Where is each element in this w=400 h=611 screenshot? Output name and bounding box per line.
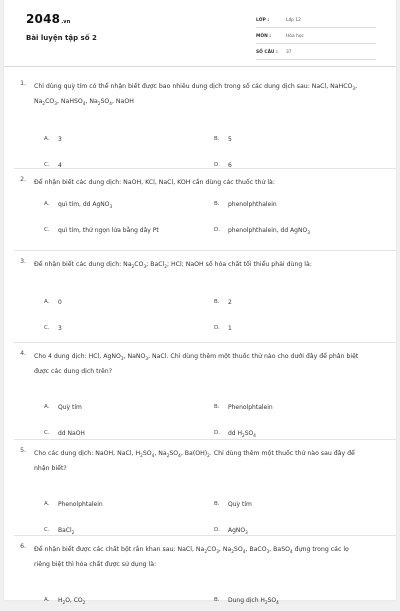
option-letter: B.	[214, 136, 220, 143]
answer-option[interactable]	[44, 136, 62, 143]
option-text: Phenolphtalein	[58, 501, 103, 509]
option-text: 3	[58, 136, 62, 144]
option-text: dd NaOH	[58, 430, 85, 438]
answer-option[interactable]	[44, 597, 85, 605]
answer-option[interactable]	[214, 597, 279, 605]
question-item	[4, 80, 396, 170]
option-letter: C.	[44, 430, 50, 437]
question-number: 3.	[20, 258, 26, 265]
option-letter: D.	[214, 162, 220, 169]
option-letter: D.	[214, 227, 220, 233]
page-title: Bài luyện tập số 2	[26, 34, 97, 42]
option-letter: B.	[214, 501, 220, 508]
answer-option[interactable]	[214, 404, 273, 411]
answer-options	[4, 189, 396, 236]
option-letter: C.	[44, 162, 50, 169]
answer-options	[4, 489, 396, 536]
option-text: $H_2O$, $CO_2$	[58, 597, 86, 606]
meta-label: MÔN :	[256, 34, 272, 39]
option-text: 0	[58, 299, 62, 307]
question-stem	[4, 176, 396, 189]
option-text: phenolphthalein	[228, 201, 277, 208]
question-number: 6.	[20, 543, 26, 550]
option-text: BaCl$_2$	[58, 527, 75, 536]
meta-row-class	[256, 14, 376, 28]
option-text: 5	[228, 136, 232, 144]
question-divider	[14, 250, 396, 251]
question-item	[4, 447, 396, 536]
option-letter: A.	[44, 136, 50, 143]
option-letter: A.	[44, 501, 50, 508]
answer-options	[4, 585, 396, 611]
meta-row-subject	[256, 30, 376, 44]
question-item	[4, 176, 396, 236]
option-text: 1	[228, 325, 232, 333]
meta-value: 37	[286, 50, 292, 55]
option-letter: B.	[214, 299, 220, 306]
page-header	[4, 0, 396, 66]
option-text: Dung dịch $H_2SO_4$	[228, 597, 279, 606]
question-item	[4, 258, 396, 333]
answer-option[interactable]	[214, 136, 232, 143]
answer-option[interactable]	[44, 299, 62, 306]
option-text: AgNO$_3$	[228, 527, 248, 536]
answer-option[interactable]	[44, 404, 82, 411]
answer-option[interactable]	[214, 299, 232, 306]
answer-option[interactable]	[44, 430, 85, 437]
option-letter: C.	[44, 527, 50, 534]
question-number: 2.	[20, 176, 26, 183]
question-item	[4, 350, 396, 439]
option-letter: D.	[214, 430, 220, 437]
option-text: phenolphthalein, dd AgNO$_3$	[228, 227, 310, 236]
option-letter: A.	[44, 201, 50, 207]
option-text: Quỳ tím	[228, 501, 252, 509]
option-text: 2	[228, 299, 232, 307]
answer-option[interactable]	[214, 227, 310, 235]
answer-option[interactable]	[214, 430, 256, 438]
exam-page	[4, 0, 396, 606]
header-divider	[4, 66, 396, 67]
answer-option[interactable]	[214, 325, 232, 332]
answer-options	[4, 287, 396, 333]
question-stem	[4, 543, 396, 571]
option-text: quì tím, thử ngọn lửa bằng dây Pt	[58, 227, 159, 234]
question-text: Để nhận biết các dung dịch: NaOH, KCl, NaCl, KOH cần dùng các thuốc thử là:	[34, 179, 275, 186]
option-letter: A.	[44, 299, 50, 306]
answer-option[interactable]	[214, 501, 252, 508]
option-text: quì tím, dd AgNO$_3$	[58, 201, 113, 210]
option-text: 3	[58, 325, 62, 333]
answer-options	[4, 392, 396, 439]
site-logo[interactable]: 2048.vn	[26, 12, 71, 26]
option-letter: A.	[44, 597, 50, 604]
meta-label: LỚP :	[256, 18, 270, 23]
question-number: 4.	[20, 350, 26, 357]
option-text: Phenolphtalein	[228, 404, 273, 412]
question-text: Cho 4 dung dịch: HCl, AgNO$_3$, NaNO$_3$, NaCl. Chỉ dùng thêm một thuốc thử nào cho dưới đây để phân biệt được các dung dịch trên?	[34, 353, 359, 376]
question-divider	[14, 342, 396, 343]
option-letter: C.	[44, 227, 50, 233]
question-number: 5.	[20, 447, 26, 454]
option-text: 6	[228, 162, 232, 170]
question-stem	[4, 447, 396, 475]
question-number: 1.	[20, 80, 26, 87]
meta-label: SỐ CÂU :	[256, 50, 278, 55]
option-letter: B.	[214, 404, 220, 411]
question-item	[4, 543, 396, 611]
question-text: Để nhận biết các dung dịch: $Na_2CO_3$; BaCl$_2$; HCl; NaOH số hóa chất tối thiểu phải dùng là:	[34, 261, 312, 270]
option-text: 4	[58, 162, 62, 170]
question-text: Cho các dung dịch: NaOH, NaCl, $H_2SO_4$, $Na_2SO_4$, $Ba(OH)_2$. Chỉ dùng thêm một thuốc thử nào sau đây để nhận biết?	[34, 450, 355, 473]
exam-meta	[256, 14, 376, 62]
option-letter: A.	[44, 404, 50, 411]
answer-option[interactable]	[44, 201, 112, 209]
question-divider	[14, 535, 396, 536]
option-text: dd $H_2SO_4$	[228, 430, 256, 439]
answer-option[interactable]	[44, 501, 103, 508]
question-text: Chỉ dùng quỳ tím có thể nhận biết được bao nhiêu dung dịch trong số các dung dịch sau: NaCl, NaHCO$_3$, $Na_2CO_3$, NaHSO$_4$, $Na_2SO_4$, NaOH	[34, 83, 358, 107]
option-letter: B.	[214, 597, 220, 604]
answer-option[interactable]	[214, 201, 277, 208]
option-letter: D.	[214, 527, 220, 534]
answer-option[interactable]	[44, 325, 62, 332]
option-text: Quỳ tím	[58, 404, 82, 412]
option-letter: D.	[214, 325, 220, 332]
question-divider	[14, 168, 396, 169]
meta-row-count	[256, 46, 376, 60]
meta-value: Hóa học	[286, 34, 304, 39]
option-letter: C.	[44, 325, 50, 332]
option-letter: B.	[214, 201, 220, 207]
meta-value: Lớp 12	[286, 18, 301, 23]
question-stem	[4, 258, 396, 273]
question-stem	[4, 350, 396, 378]
question-divider	[14, 439, 396, 440]
answer-option[interactable]	[44, 227, 159, 234]
answer-options	[4, 124, 396, 170]
question-stem	[4, 80, 396, 110]
question-text: Để nhận biết được các chất bột rắn khan sau: NaCl, $Na_2CO_3$, $Na_2SO_4$, BaCO$_3$, BaSO$_4$ đựng trong các lọ riêng biệt thì hóa chất được sử dụng là:	[34, 546, 349, 569]
